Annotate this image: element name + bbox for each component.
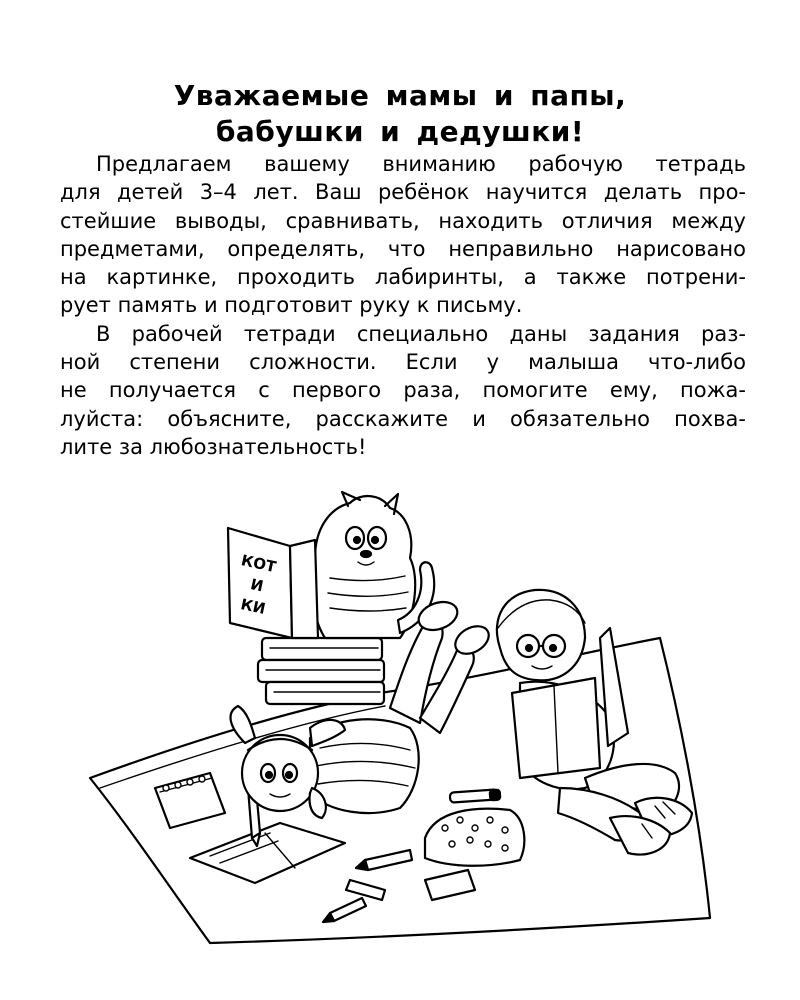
text-line: луйста: объясните, расскажите и обязательно похва- <box>60 406 746 431</box>
book-stack-icon <box>258 638 384 704</box>
book-cover-line: И <box>248 575 265 596</box>
text-line: В рабочей тетради специально даны задания раз- <box>96 321 746 346</box>
intro-text <box>60 150 746 461</box>
text-line: Предлагаем вашему вниманию рабочую тетрадь <box>96 152 746 176</box>
text-line: стейшие выводы, сравнивать, находить отличия между <box>60 208 746 233</box>
book-cover-line: КОТ <box>239 551 278 577</box>
children-reading-illustration <box>80 488 720 948</box>
text-line: рует память и подготовит руку к письму. <box>60 293 523 318</box>
title-line-1: Уважаемые мамы и папы, <box>173 79 627 112</box>
text-line: лите за любознательность! <box>60 434 367 459</box>
text-line: не получается с первого раза, помогите ему, пожа- <box>60 378 746 403</box>
book-kot-icon <box>228 528 318 638</box>
text-line: предметами, определять, что неправильно нарисовано <box>60 236 746 261</box>
cat-icon <box>312 492 434 638</box>
text-line: для детей 3–4 лет. Ваш ребёнок научится делать про- <box>60 180 746 205</box>
book-cover-line: КИ <box>239 595 268 618</box>
marker-icon <box>450 789 501 802</box>
page-title <box>0 78 800 150</box>
text-line: на картинке, проходить лабиринты, а также потрени- <box>60 265 746 290</box>
text-line: ной степени сложности. Если у малыша что-либо <box>60 350 746 375</box>
title-line-2: бабушки и дедушки! <box>215 115 585 148</box>
